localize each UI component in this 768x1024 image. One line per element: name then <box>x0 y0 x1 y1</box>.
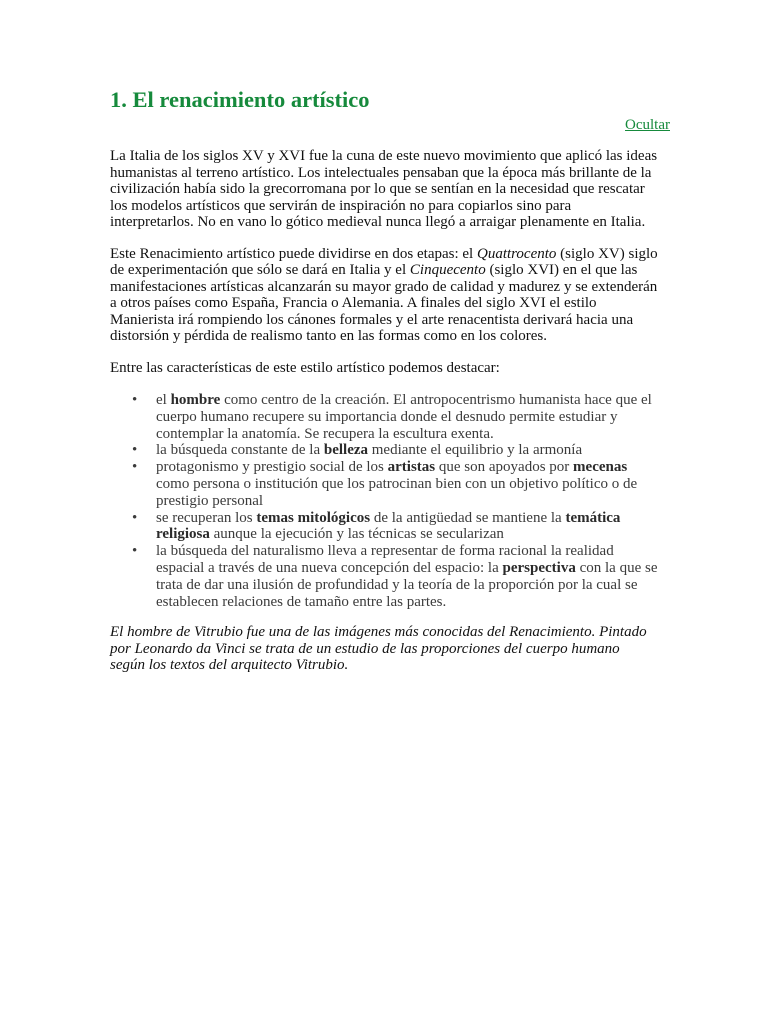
list-item: • protagonismo y prestigio social de los artistas que son apoyados por mecenas como persona o institución que los patrocinan bien con un objetivo político o de prestigio personal <box>132 459 638 509</box>
bullet-icon: • <box>132 442 138 459</box>
list-item: • la búsqueda del naturalismo lleva a representar de forma racional la realidad espacial a través de una nueva concepción del espacio: la perspectiva con la que se trata de dar una ilusión de profundidad y la teoría de la proporción por la cual se establecen relaciones de tamaño entre las partes. <box>132 543 658 610</box>
bullet-icon: • <box>132 459 138 476</box>
bold-term: belleza <box>323 442 369 459</box>
bullet-icon: • <box>132 392 138 408</box>
term-quattrocento: Quattrocento <box>476 245 557 262</box>
stages-text-3: (siglo XVI) en el que las manifestaciones artísticas alcanzarán su mayor grado de calidad y madurez y se extenderán a otros países como España, Francia o Alemania. A finales del siglo XVI el estilo Manierista irá rompiendo los cánones formales y el arte renacentista derivará hacia una distorsión y pérdida de realismo tanto en las formas como en los colores. <box>110 262 658 344</box>
hide-row <box>110 116 670 134</box>
bold-term: hombre <box>170 392 221 408</box>
bullet-icon: • <box>132 509 138 526</box>
image-caption: El hombre de Vitrubio fue una de las imágenes más conocidas del Renacimiento. Pintado por Leonardo da Vinci se trata de un estudio de las proporciones del cuerpo humano según los textos del arquitecto Vitrubio. <box>110 624 647 674</box>
bold-term: temática religiosa <box>156 509 621 543</box>
stages-text-1: Este Renacimiento artístico puede dividirse en dos etapas: el <box>110 245 477 262</box>
bold-term: mecenas <box>573 459 628 476</box>
term-cinquecento: Cinquecento <box>409 262 486 278</box>
bold-term: artistas <box>387 459 436 476</box>
bullet-icon: • <box>132 543 138 560</box>
stages-text-2: (siglo XV) siglo de experimentación que sólo se dará en Italia y el <box>110 245 658 278</box>
list-item: • se recuperan los temas mitológicos de la antigüedad se mantiene la temática religiosa aunque la ejecución y las técnicas se secularizan <box>132 509 621 543</box>
paragraph-stages <box>110 246 658 345</box>
list-item: • el hombre como centro de la creación. El antropocentrismo humanista hace que el cuerpo humano recupere su importancia donde el desnudo permite estudiar y contemplar la anatomía. Se recupera la escultura exenta. <box>132 392 652 442</box>
paragraph-characteristics-intro: Entre las características de este estilo artístico podemos destacar: <box>110 359 500 376</box>
bold-term: perspectiva <box>502 559 576 576</box>
characteristics-list <box>110 392 658 610</box>
list-item: • la búsqueda constante de la belleza mediante el equilibrio y la armonía <box>132 442 583 459</box>
page-title: 1. El renacimiento artístico <box>110 87 370 112</box>
paragraph-intro: La Italia de los siglos XV y XVI fue la cuna de este nuevo movimiento que aplicó las ideas humanistas al terreno artístico. Los intelectuales pensaban que la época más brillante de la civilización había sido la grecorromana por lo que se sentían en la necesidad que rescatar los modelos artísticos que servirán de inspiración no para copiarlos sino para interpretarlos. No en vano lo gótico medieval nunca llegó a arraigar plenamente en Italia. <box>110 148 658 230</box>
hide-link[interactable]: Ocultar <box>625 117 670 133</box>
bold-term: temas mitológicos <box>256 509 371 526</box>
